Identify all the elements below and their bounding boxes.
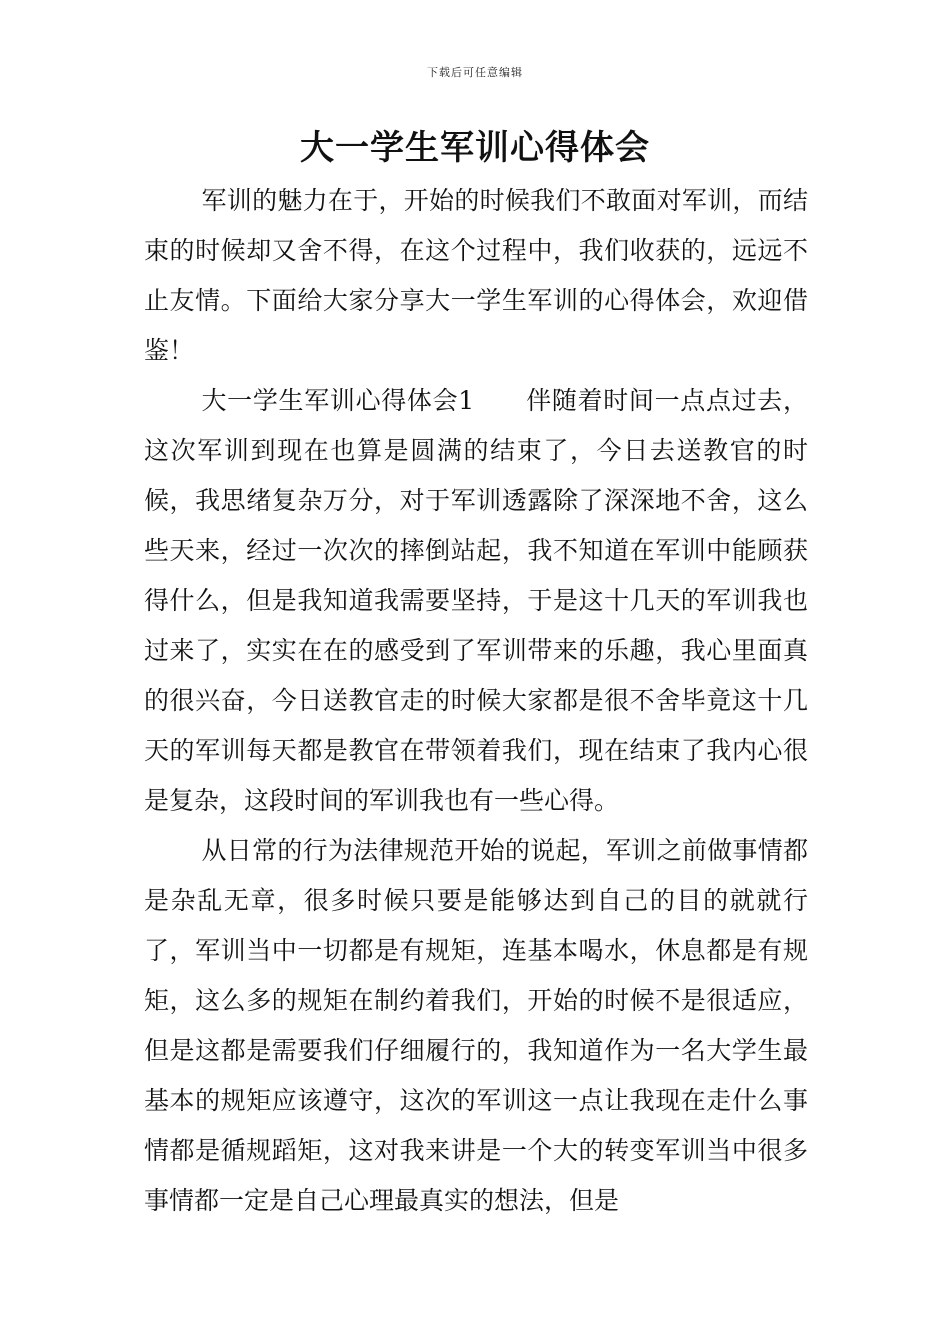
header-note: 下载后可任意编辑 bbox=[427, 66, 523, 79]
document-title: 大一学生军训心得体会 bbox=[300, 128, 650, 168]
paragraph-1: 大一学生军训心得体会1 伴随着时间一点点过去，这次军训到现在也算是圆满的结束了，今日去送教官的时候，我思绪复杂万分，对于军训透露除了深深地不舍，这么些天来，经过一次次的摔倒站起，我不知道在军训中能顾获得什么，但是我知道我需要坚持，于是这十几天的军训我也过来了，实实在在的感受到了军训带来的乐趣，我心里面真的很兴奋，今日送教官走的时候大家都是很不舍毕竟这十几天的军训每天都是教官在带领着我们，现在结束了我内心很是复杂，这段时间的军训我也有一些心得。 bbox=[144, 386, 808, 815]
document-body bbox=[144, 176, 808, 1226]
paragraph-2: 从日常的行为法律规范开始的说起，军训之前做事情都是杂乱无章，很多时候只要是能够达到自己的目的就就行了，军训当中一切都是有规矩，连基本喝水，休息都是有规矩，这么多的规矩在制约着我们，开始的时候不是很适应，但是这都是需要我们仔细履行的，我知道作为一名大学生最基本的规矩应该遵守，这次的军训这一点让我现在走什么事情都是循规蹈矩，这对我来讲是一个大的转变军训当中很多事情都一定是自己心理最真实的想法，但是 bbox=[144, 836, 808, 1215]
paragraph-intro: 军训的魅力在于，开始的时候我们不敢面对军训，而结束的时候却又舍不得，在这个过程中，我们收获的，远远不止友情。下面给大家分享大一学生军训的心得体会，欢迎借鉴！ bbox=[144, 186, 808, 365]
